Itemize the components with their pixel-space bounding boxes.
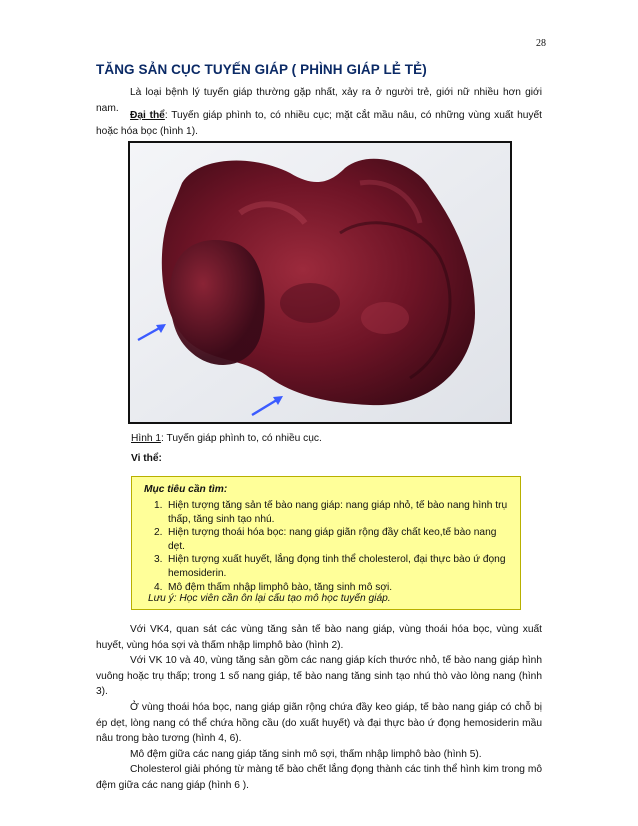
- page-title: TĂNG SẢN CỤC TUYẾN GIÁP ( PHÌNH GIÁP LẺ TẺ): [96, 62, 427, 77]
- vi-the-heading: Vi thể:: [131, 453, 162, 464]
- objective-item: 3. Hiện tượng xuất huyết, lắng đọng tinh thể cholesterol, đại thực bào ứ đọng hemosiderin.: [154, 554, 506, 579]
- objectives-note: Lưu ý: Học viên cần ôn lại cấu tạo mô học tuyến giáp.: [148, 593, 391, 604]
- objectives-list: [132, 499, 512, 594]
- dai-the-text: : Tuyến giáp phình to, có nhiều cục; mặt cắt mầu nâu, có những vùng xuất huyết hoặc hóa bọc (hình 1).: [96, 110, 542, 137]
- objective-item: 2. Hiện tượng thoái hóa bọc: nang giáp giãn rộng đầy chất keo,tế bào nang dẹt.: [154, 527, 497, 552]
- dai-the-paragraph: [96, 108, 542, 139]
- objective-text: Hiện tượng xuất huyết, lắng đọng tinh thể cholesterol, đại thực bào ứ đọng hemosiderin.: [168, 554, 506, 579]
- objective-item: 1. Hiện tượng tăng sản tế bào nang giáp: nang giáp nhỏ, tế bào nang hình trụ thấp, tăng sinh tạo nhú.: [154, 500, 508, 525]
- objective-text: Hiện tượng thoái hóa bọc: nang giáp giãn rộng đầy chất keo,tế bào nang dẹt.: [168, 527, 497, 552]
- intro-paragraph: Là loại bệnh lý tuyến giáp thường gặp nhất, xảy ra ở người trẻ, giới nữ nhiều hơn giới nam.: [96, 87, 542, 114]
- body-paragraph-1: Với VK4, quan sát các vùng tăng sản tế bào nang giáp, vùng thoái hóa bọc, vùng xuất huyết, vùng hóa sợi và thấm nhập limphô bào (hình 2).: [96, 624, 542, 651]
- body-paragraph-5: Cholesterol giải phóng từ màng tế bào chết lắng đọng thành các tinh thể hình kim trong mô đệm giữa các nang giáp (hình 6 ).: [96, 764, 542, 791]
- body-text: [96, 622, 542, 794]
- body-paragraph-3: Ở vùng thoái hóa bọc, nang giáp giãn rộng chứa đầy keo giáp, tế bào nang giáp có chỗ bị ép dẹt, lòng nang có thể chứa hồng cầu (do xuất huyết) và đại thực bào ứ đọng hemosiderin mầu nâu trong bào tương (hình 4, 6).: [96, 701, 542, 745]
- body-paragraph-4: Mô đệm giữa các nang giáp tăng sinh mô sợi, thấm nhập limphô bào (hình 5).: [130, 748, 482, 760]
- objective-item: 4. Mô đệm thấm nhập limphô bào, tăng sinh mô sợi.: [154, 581, 393, 593]
- figure-label: Hình 1: [131, 433, 162, 444]
- objective-text: Hiện tượng tăng sản tế bào nang giáp: nang giáp nhỏ, tế bào nang hình trụ thấp, tăng sinh tạo nhú.: [168, 500, 508, 525]
- objective-text: Mô đệm thấm nhập limphô bào, tăng sinh mô sợi.: [168, 581, 393, 593]
- thyroid-gross-photo: [128, 141, 512, 424]
- page-number: 28: [536, 38, 546, 49]
- body-paragraph-2: Với VK 10 và 40, vùng tăng sản gồm các nang giáp kích thước nhỏ, tế bào nang giáp hình vuông hoặc trụ thấp; trong 1 số nang giáp, tế bào nang tăng sinh tạo nhú thò vào lòng nang (hình 3).: [96, 655, 542, 698]
- figure-caption-text: : Tuyến giáp phình to, có nhiều cục.: [161, 433, 322, 444]
- objectives-heading: Mục tiêu cần tìm:: [144, 484, 228, 495]
- figure-caption: [131, 433, 322, 444]
- objectives-box: [131, 476, 521, 610]
- dai-the-label: Đại thể: [130, 110, 165, 121]
- thyroid-specimen-image: [130, 143, 510, 422]
